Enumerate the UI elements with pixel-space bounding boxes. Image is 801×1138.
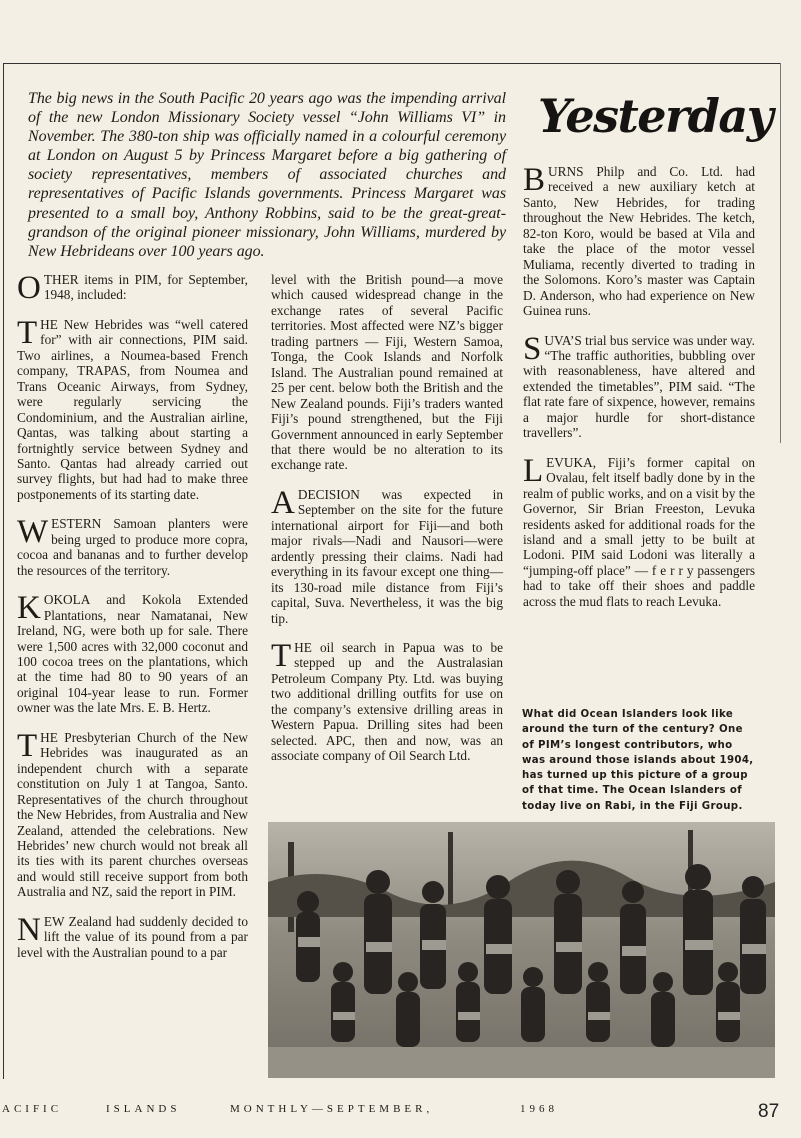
page-number: 87 <box>758 1101 780 1122</box>
group-photo <box>268 822 775 1078</box>
drop-cap: T <box>17 314 38 351</box>
paragraph-text: HE Presbyterian Church of the New Hebrides was inaugurated as an independent church with a separate constitution on July 1 at Tangoa, Santo. Representatives of the church throughout the New Hebrides, from Australia and New Zealand, attended the celebrations. New Hebrides’ new church would not break all its ties with its parent churches overseas and would still receive support from both Australia and NZ, said the report in PIM. <box>17 729 248 900</box>
column-3 <box>523 164 755 623</box>
paragraph-text: URNS Philp and Co. Ltd. had received a new auxiliary ketch at Santo, New Hebrides, for trading throughout the New Hebrides. The ketch, 82-ton Koro, would be based at Vila and take the place of the motor vessel Muliama, recently diverted to trading in the Solomons. Koro’s master was Captain D. Anderson, who had experience on New Guinea runs. <box>523 164 755 319</box>
paragraph-text: HE oil search in Papua was to be stepped up and the Australasian Petroleum Company Pty. Ltd. was buying two additional drilling outfits for use on the company’s extensive drilling areas in Western Papua. Drilling sites had been selected. APC, then and now, was an associate company of Oil Search Ltd. <box>271 639 503 764</box>
paragraph-text: UVA’S trial bus service was under way. “The traffic authorities, bubbling over with reasonableness, have altered and extended the timetables”, PIM said. “The flat rate fare of sixpence, however, remains a major hurdle for short-distance travellers”. <box>523 332 755 441</box>
intro-paragraph: The big news in the South Pacific 20 years ago was the impending arrival of the new London Missionary Society vessel “John Williams VI” in November. The 380-ton ship was officially named in a colourful ceremony at London on August 5 by Princess Margaret before a big gathering of society representatives, members of associated churches and representatives of Pacific Islands governments. Princess Margaret was presented to a small boy, Anthony Robbins, said to be the great-great-grandson of the original pioneer missionary, John Williams, murdered by New Hebrideans over 100 years ago. <box>28 90 506 260</box>
footer-year: 1968 <box>520 1103 558 1115</box>
article-paragraph <box>17 516 248 578</box>
paragraph-text: EVUKA, Fiji’s former capital on Ovalau, felt itself badly done by in the realm of public works, and on a visit by the Governor, Sir Brian Freeston, Levuka residents asked for additional roads for the island and a small jetty to be built at Lodoni. PIM said Lodoni was literally a “jumping-off place” — f e r r y passengers had to take off their shoes and paddle across the mud flats to reach Levuka. <box>523 454 755 609</box>
article-paragraph <box>523 452 755 610</box>
article-paragraph <box>17 270 248 306</box>
footer-word: ACIFIC <box>2 1103 63 1115</box>
drop-cap: W <box>17 514 49 551</box>
drop-cap: N <box>17 911 41 948</box>
article-paragraph <box>271 272 503 473</box>
frame-right-rule <box>780 63 781 443</box>
article-paragraph <box>17 727 248 900</box>
article-paragraph <box>17 592 248 716</box>
article-paragraph <box>17 314 248 502</box>
article-paragraph <box>17 911 248 960</box>
article-paragraph <box>271 637 503 764</box>
paragraph-text: level with the British pound—a move which caused widespread change in the exchange rates of several Pacific territories. Most affected were NZ’s bigger trading partners — Fiji, Western Samoa, Tonga, the Cook Islands and Norfolk Island. The Australian pound remained at 25 per cent. below both the British and the New Zealand pounds. Fiji’s traders wanted Fiji’s pound strengthened, but the Fiji Government announced in early September that there would be no alteration to its exchange rate. <box>271 272 503 473</box>
article-paragraph <box>271 484 503 626</box>
paragraph-text: OKOLA and Kokola Extended Plantations, near Namatanai, New Ireland, NG, were both up for sale. There were 1,500 acres with 32,000 coconut and 100 cocoa trees on the plantations, which at the time had 80 to 90 years of an original 104-year lease to run. Former owner was the late Mrs. E. B. Hertz. <box>17 592 248 716</box>
drop-cap: L <box>523 452 544 489</box>
column-1 <box>17 272 248 974</box>
photo-caption: What did Ocean Islanders look like around the turn of the century? One of PIM’s longest contributors, who was around those islands about 1904, has turned up this picture of a group of that time. The Ocean Islanders of today live on Rabi, in the Fiji Group. <box>522 709 754 812</box>
column-2 <box>271 272 503 778</box>
drop-cap: K <box>17 590 41 627</box>
paragraph-text: THER items in PIM, for September, 1948, included: <box>43 272 248 303</box>
footer-word: ISLANDS <box>106 1103 181 1115</box>
section-title: Yesterday <box>538 89 772 143</box>
paragraph-text: HE New Hebrides was “well catered for” with air connections, PIM said. Two airlines, a Noumea-based French company, TRAPAS, from Noumea and Trans Oceanic Airways, from Sydney, were regularly servicing the Condominium, and the Australian airline, Qantas, was talking about starting a fortnightly service between Sydney and Santo. Qantas had already carried out survey flights, but had had to make three postponements of its starting date. <box>17 316 248 502</box>
footer-word: MONTHLY—SEPTEMBER, <box>230 1103 434 1115</box>
drop-cap: O <box>17 270 41 306</box>
paragraph-text: DECISION was expected in September on the site for the future international airport for Fiji—and both major rivals—Nadi and Nausori—were ardently pressing their claims. Nadi had everything in its favour except one thing—its 130-road mile distance from Fiji’s capital, Suva. Nevertheless, it was the big tip. <box>271 486 503 626</box>
article-paragraph <box>523 330 755 441</box>
drop-cap: T <box>271 637 292 674</box>
drop-cap: T <box>17 727 38 764</box>
drop-cap: A <box>271 484 295 521</box>
paragraph-text: ESTERN Samoan planters were being urged to produce more copra, cocoa and bananas and to further develop the resources of the territory. <box>17 516 248 578</box>
drop-cap: B <box>523 162 546 198</box>
page-footer <box>0 1098 801 1120</box>
drop-cap: S <box>523 330 542 367</box>
paragraph-text: EW Zealand had suddenly decided to lift the value of its pound from a par level with the Australian pound to a par <box>17 913 248 960</box>
article-paragraph <box>523 164 755 319</box>
